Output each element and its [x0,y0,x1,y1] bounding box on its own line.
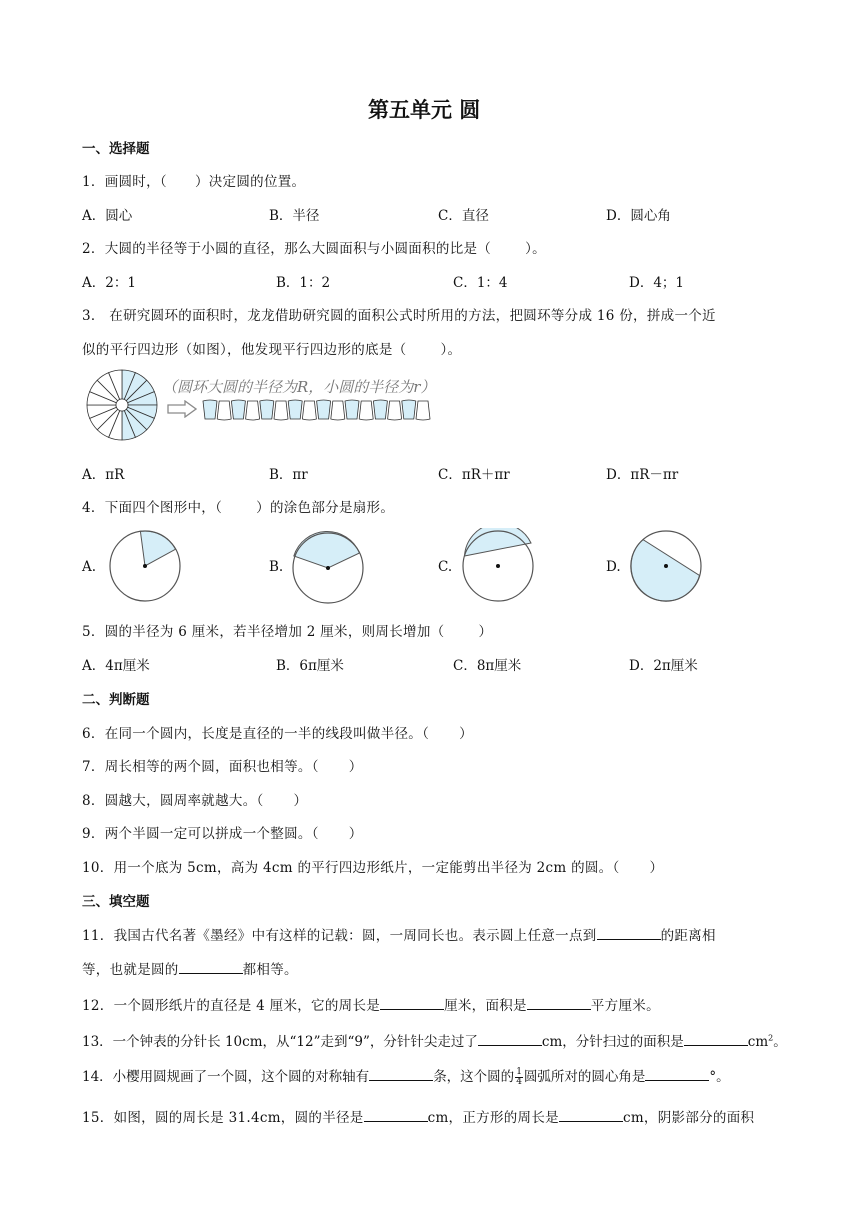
question-12-text-b: 厘米，面积是 [444,998,527,1014]
q1-option-a[interactable]: A．圆心 [82,208,133,224]
question-1-text-end: ）决定圆的位置。 [194,174,306,190]
q4-label-c[interactable]: C. [438,559,453,575]
question-11-line-1 [82,924,716,944]
question-15-text-c: cm，阴影部分的面积 [622,1110,755,1126]
question-2-text-end: ）。 [525,241,546,257]
question-6-text: 6．在同一个圆内，长度是直径的一半的线段叫做半径。（ [82,726,430,742]
q4-figure-a-sector[interactable] [107,528,183,604]
question-1-text: 1．画圆时，（ [82,174,167,190]
question-15 [82,1106,754,1126]
question-11-text-c: 等，也就是圆的 [82,962,179,978]
section-heading-choice: 一、选择题 [82,141,150,157]
question-3-text-end: ）。 [440,342,462,358]
answer-blank[interactable] [684,1031,748,1046]
q1-option-b[interactable]: B．半径 [269,208,320,224]
question-10-text: 10．用一个底为 5cm，高为 4cm 的平行四边形纸片，一定能剪出半径为 2cm 的圆。（ [82,860,620,876]
q2-option-a[interactable]: A．2：1 [82,275,136,291]
question-5 [82,620,492,640]
strip-piece [246,401,260,420]
question-13-text-d: 。 [773,1034,787,1050]
q3-option-b[interactable]: B．πr [269,467,308,483]
strip-piece [317,400,331,419]
answer-blank[interactable] [179,959,243,974]
q3-option-a[interactable]: A．πR [82,467,125,483]
question-3-line-2 [82,338,461,358]
strip-piece [402,400,416,419]
q3-option-d[interactable]: D．πR－πr [606,467,679,483]
answer-blank[interactable] [597,925,661,940]
strip-piece [359,401,373,420]
question-5-text-end: ） [478,624,493,640]
question-13-text-b: cm，分针扫过的面积是 [541,1034,684,1050]
strip-piece [217,401,231,420]
q5-option-c[interactable]: C．8π厘米 [453,658,522,674]
question-6 [82,722,473,742]
strip-piece [260,400,274,419]
q4-label-d[interactable]: D. [606,559,621,575]
question-13 [82,1030,787,1050]
question-15-text: 15．如图，圆的周长是 31.4cm，圆的半径是 [82,1110,364,1126]
answer-blank[interactable] [364,1107,428,1122]
question-10 [82,856,663,876]
question-2-text: 2．大圆的半径等于小圆的直径，那么大圆面积与小圆面积的比是（ [82,241,492,257]
question-11-line-2 [82,958,298,978]
strip-piece [331,401,345,420]
question-14-text-c: 圆弧所对的圆心角是 [523,1069,646,1085]
figure-caption: （圆环大圆的半径为R，小圆的半径为r） [162,378,436,396]
question-12-text: 12．一个圆形纸片的直径是 4 厘米，它的周长是 [82,998,381,1014]
question-14 [82,1065,730,1087]
ring-division-figure [84,367,160,443]
strip-piece [388,401,402,420]
q4-figure-b-sector[interactable] [290,530,366,606]
strip-piece [274,401,288,420]
answer-blank[interactable] [478,1031,542,1046]
question-7-text-end: ） [348,759,363,775]
question-13-unit-sup: 2 [768,1033,774,1043]
strip-piece [416,401,430,420]
section-heading-judgment: 二、判断题 [82,692,150,708]
answer-blank[interactable] [645,1066,709,1081]
question-4-text: 4．下面四个图形中，（ [82,500,223,516]
question-7-text: 7．周长相等的两个圆，面积也相等。（ [82,759,319,775]
q5-option-b[interactable]: B．6π厘米 [276,658,344,674]
question-8 [82,789,307,809]
strip-piece [288,400,302,419]
strip-piece [345,400,359,419]
q1-option-c[interactable]: C．直径 [438,208,489,224]
answer-blank[interactable] [527,995,591,1010]
question-3-text: 似的平行四边形（如图），他发现平行四边形的底是（ [82,342,407,358]
right-arrow-icon [167,400,197,418]
question-9 [82,822,363,842]
question-6-text-end: ） [459,726,473,742]
ring-inner-circle [116,399,128,411]
fraction-denominator: 4 [516,1077,522,1087]
question-3-line-1: 3． 在研究圆环的面积时，龙龙借助研究圆的面积公式时所用的方法，把圆环等分成 16 份，拼成一个近 [82,308,716,324]
answer-blank[interactable] [380,995,444,1010]
q5-option-a[interactable]: A．4π厘米 [82,658,150,674]
q2-option-b[interactable]: B．1：2 [276,275,331,291]
question-13-unit: cm [747,1034,769,1050]
answer-blank[interactable] [369,1066,433,1081]
q4-label-b[interactable]: B. [269,559,284,575]
question-14-text-d: °。 [709,1069,730,1085]
section-heading-fill: 三、填空题 [82,894,150,910]
question-12-text-c: 平方厘米。 [590,998,660,1014]
q1-option-d[interactable]: D．圆心角 [606,208,671,224]
question-11-text-d: 都相等。 [242,962,298,978]
q2-option-d[interactable]: D．4；1 [629,275,685,291]
question-12 [82,994,660,1014]
question-2 [82,237,546,257]
strip-piece [203,400,217,419]
q4-figure-c-segment[interactable] [460,528,536,604]
question-7 [82,755,363,775]
q2-option-c[interactable]: C．1：4 [453,275,508,291]
question-11-text: 11．我国古代名著《墨经》中有这样的记载：圆，一周同长也。表示圆上任意一点到 [82,928,597,944]
question-15-text-b: cm，正方形的周长是 [427,1110,559,1126]
question-14-text-b: 条，这个圆的 [433,1069,515,1085]
strip-piece [231,400,245,419]
strip-piece [302,401,316,420]
question-4-text-end: ）的涂色部分是扇形。 [256,500,395,516]
question-4 [82,496,394,516]
q4-figure-d-segment[interactable] [628,528,704,604]
question-14-text: 14．小樱用圆规画了一个圆，这个圆的对称轴有 [82,1069,370,1085]
fraction-one-quarter [515,1068,523,1087]
q4-label-a[interactable]: A. [82,559,97,575]
answer-blank[interactable] [559,1107,623,1122]
question-5-text: 5．圆的半径为 6 厘米，若半径增加 2 厘米，则周长增加（ [82,624,445,640]
page-title: 第五单元 圆 [368,98,481,122]
question-11-text-b: 的距离相 [660,928,716,944]
strip-piece [373,400,387,419]
parallelogram-figure [201,399,437,423]
question-10-text-end: ） [649,860,664,876]
question-1 [82,170,305,190]
q5-option-d[interactable]: D．2π厘米 [629,658,698,674]
question-9-text-end: ） [348,826,363,842]
q3-option-c[interactable]: C．πR＋πr [438,467,510,483]
fraction-numerator: 1 [516,1067,522,1077]
question-8-text: 8．圆越大，圆周率就越大。（ [82,793,264,809]
question-13-text: 13．一个钟表的分针长 10cm，从“12”走到“9”，分针针尖走过了 [82,1034,478,1050]
question-9-text: 9．两个半圆一定可以拼成一个整圆。（ [82,826,319,842]
question-8-text-end: ） [293,793,308,809]
